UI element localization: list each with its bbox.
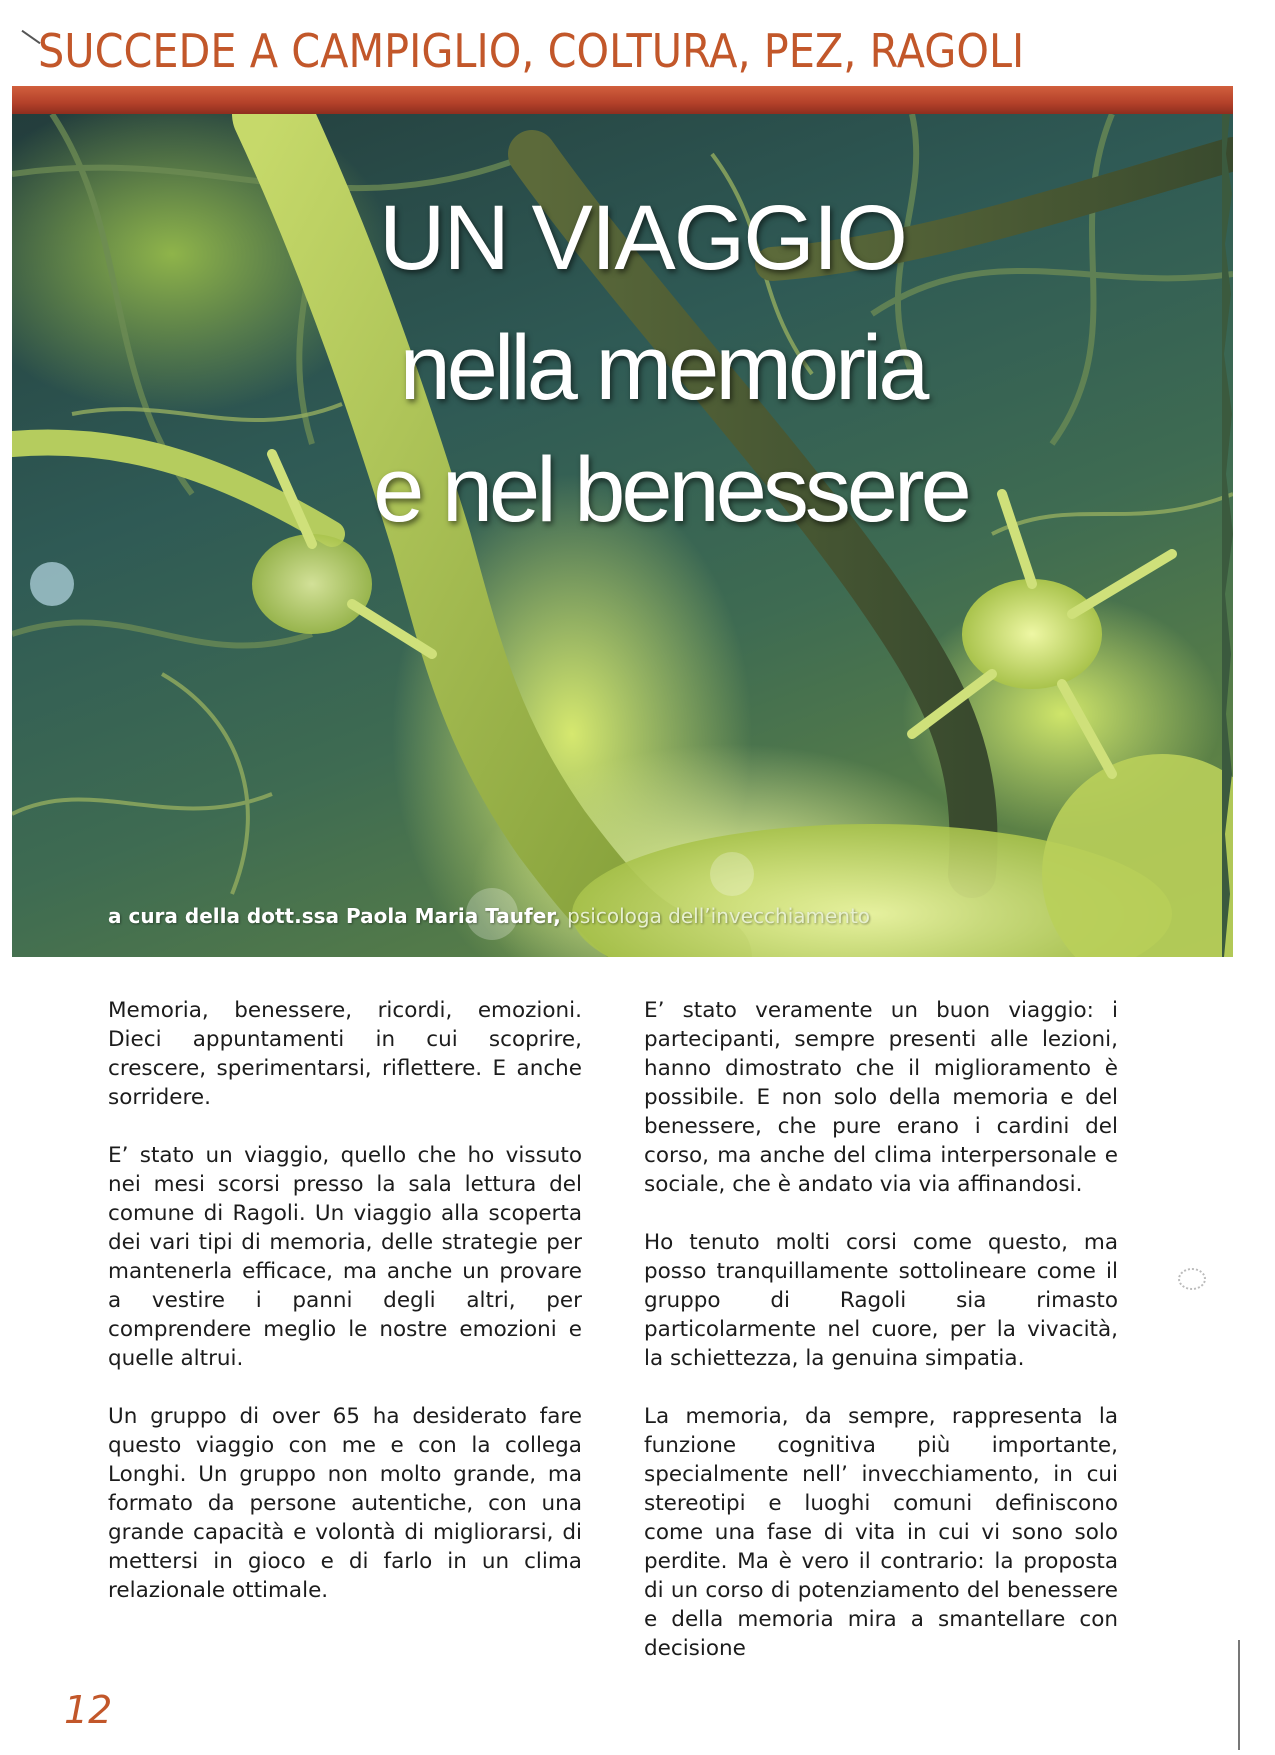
article-paragraph: La memoria, da sempre, rappresenta la funzione cognitiva più importante, specialmente nell’ invecchiamento, in cui stereotipi e luoghi comuni definiscono come una fase di vita in cui vi sono solo perdite. Ma è vero il contrario: la proposta di un corso di potenziamento del benessere e della memoria mira a smantellare con decisione: [644, 1404, 1118, 1661]
margin-rule: [1238, 1640, 1240, 1750]
article-paragraph: Un gruppo di over 65 ha desiderato fare questo viaggio con me e con la collega Longhi. Un gruppo non molto grande, ma formato da persone autentiche, con una grande capacità e volontà di migliorarsi, di mettersi in gioco e di farlo in un clima relazionale ottimale.: [108, 1404, 582, 1603]
article-paragraph: Memoria, benessere, ricordi, emozioni. Dieci appuntamenti in cui scoprire, crescere, sperimentarsi, riflettere. E anche sorridere.: [108, 998, 582, 1110]
hero-image: [12, 114, 1233, 957]
header-red-band: [12, 86, 1233, 114]
headline-line-3: e nel benessere: [373, 439, 968, 541]
article-column-right: [644, 996, 1118, 1692]
byline-role: psicologa dell’invecchiamento: [560, 904, 871, 928]
byline: [108, 904, 870, 928]
section-header: SUCCEDE A CAMPIGLIO, COLTURA, PEZ, RAGOLI: [38, 24, 1025, 78]
article-paragraph: E’ stato un viaggio, quello che ho vissuto nei mesi scorsi presso la sala lettura del comune di Ragoli. Un viaggio alla scoperta dei vari tipi di memoria, delle strategie per mantenerla efficace, ma anche un provare a vestire i panni degli altri, per comprendere meglio le nostre emozioni e quelle altrui.: [108, 1143, 582, 1371]
headline-line-2: nella memoria: [399, 317, 926, 419]
torn-edge: [1222, 114, 1242, 957]
headline-line-1: UN VIAGGIO: [379, 187, 906, 289]
article-paragraph: E’ stato veramente un buon viaggio: i partecipanti, sempre presenti alle lezioni, hanno dimostrato che il miglioramento è possibile. E non solo della memoria e del benessere, che pure erano i cardini del corso, ma anche del clima interpersonale e sociale, che è andato via via affinandosi.: [644, 998, 1118, 1197]
page-number: 12: [64, 1688, 113, 1732]
byline-author: a cura della dott.ssa Paola Maria Taufer,: [108, 904, 561, 928]
scan-smudge: [1178, 1268, 1206, 1290]
article-paragraph: Ho tenuto molti corsi come questo, ma posso tranquillamente sottolineare come il gruppo di Ragoli sia rimasto particolarmente nel cuore, per la vivacità, la schiettezza, la genuina simpatia.: [644, 1230, 1118, 1371]
article-column-left: [108, 996, 582, 1634]
